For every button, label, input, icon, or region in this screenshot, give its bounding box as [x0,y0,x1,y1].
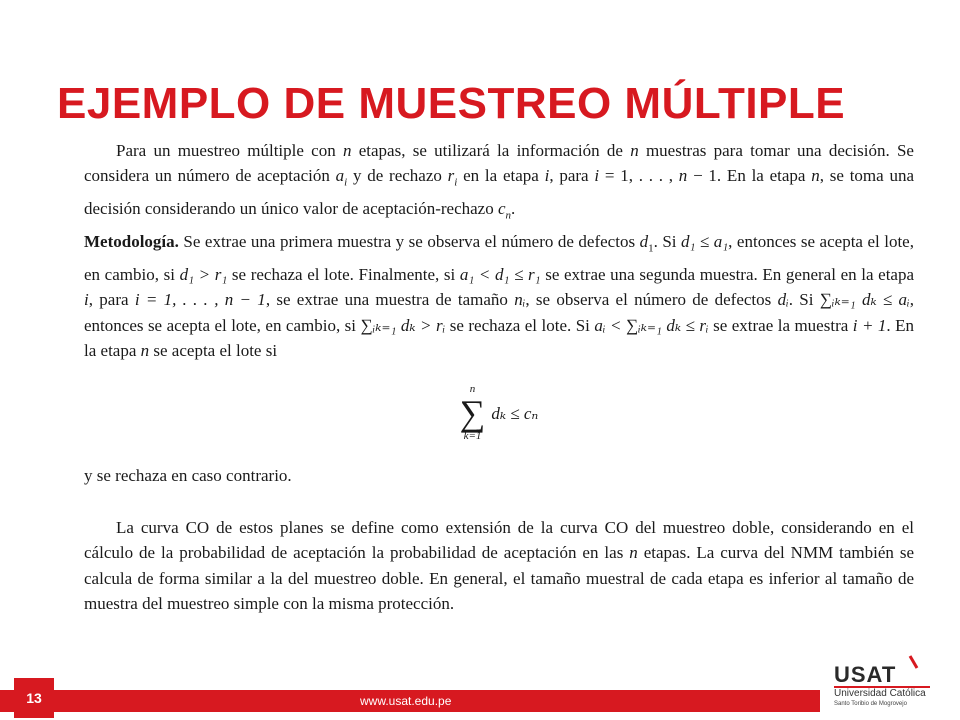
sum-lower-limit: k=1 [463,430,482,443]
paragraph-methodology: Metodología. Se extrae una primera muestra y se observa el número de defectos $d_1$. Si d₁ ≤ a₁, entonces se acepta el lote, en cambio, si d₁ > r₁ se rechaza el lote. Finalmente, si a₁ < d₁ ≤ r₁ se extrae una segunda muestra. En general en la etapa i, para i = 1, . . . , n − 1, se extrae una muestra de tamaño nᵢ, se observa el número de defectos dᵢ. Si ∑ᵢₖ₌₁ dₖ ≤ aᵢ, entonces se acepta el lote, en cambio, si ∑ᵢₖ₌₁ dₖ > rᵢ se rechaza el lote. Si aᵢ < ∑ᵢₖ₌₁ dₖ ≤ rᵢ se extrae la muestra i + 1. En la etapa n se acepta el lote si [84,232,915,361]
sum-upper-limit: n [469,383,476,396]
sum-expression: dₖ ≤ cₙ [491,403,539,423]
usat-logo [834,664,930,716]
slide-title: EJEMPLO DE MUESTREO MÚLTIPLE [57,79,846,129]
paragraph-intro: Para un muestreo múltiple con n etapas, se utilizará la información de n muestras para tomar una decisión. Se considera un número de aceptación $a_i$ y de rechazo $r_i$ en la etapa i, para i = 1, . . . , n − 1. En la etapa n, se toma una decisión considerando un único valor de aceptación-rechazo $c_n$. [84,141,914,222]
logo-mark: USAT [834,664,930,688]
paragraph-reject: y se rechaza en caso contrario. [84,466,292,486]
paragraph-oc-curve: La curva CO de estos planes se define como extensión de la curva CO del muestreo doble, considerando en el cálculo de la probabilidad de aceptación la probabilidad de aceptación en las n etapas. La curva del NMM también se calcula de forma similar a la del muestreo doble. En general, el tamaño muestral de cada etapa es inferior al tamaño de muestra del muestreo simple con la misma protección. [84,517,915,614]
sum-operator [460,384,486,442]
methodology-heading: Metodología. [84,232,179,251]
logo-line1: Universidad Católica [834,688,926,699]
sigma-symbol: ∑ [459,393,486,434]
footer-url-link[interactable]: www.usat.edu.pe [360,694,452,708]
logo-line2: Santo Toribio de Mogrovejo [834,701,907,707]
content-body [84,138,914,616]
summation-formula [84,381,914,445]
page-number-badge: 13 [14,678,54,718]
